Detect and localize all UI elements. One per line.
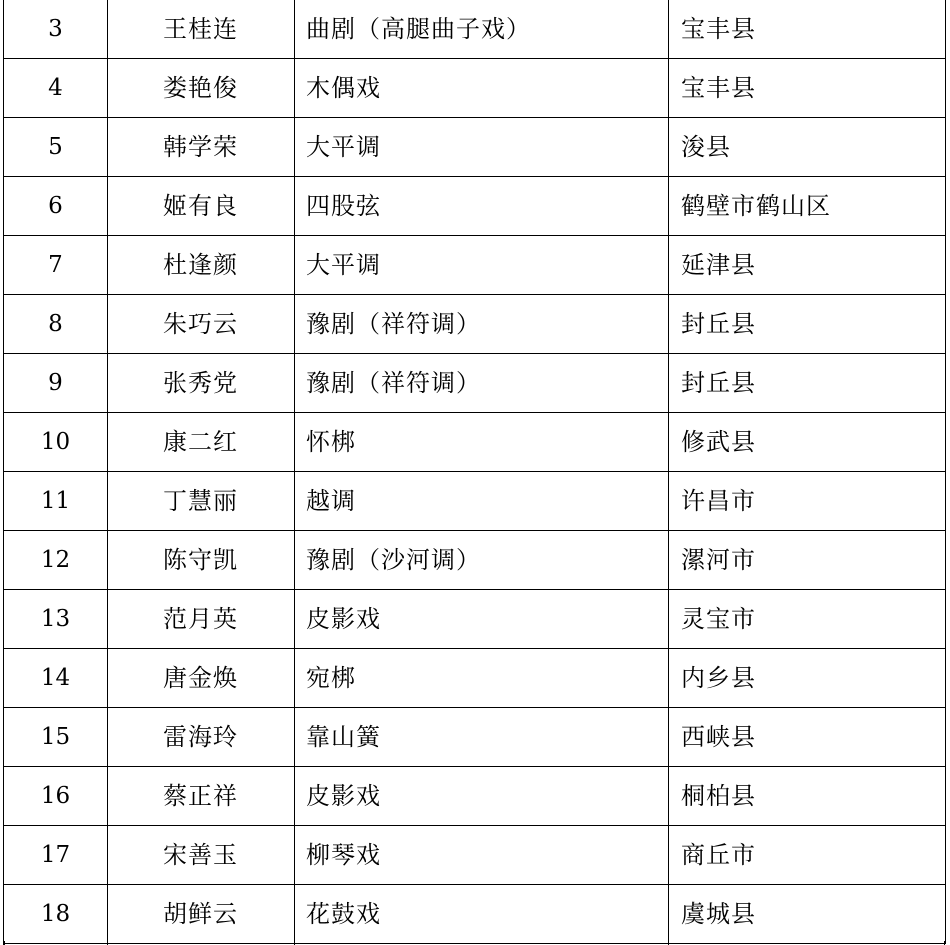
row-number-cell: 6	[4, 177, 108, 236]
table-row	[4, 708, 946, 767]
row-number-cell: 16	[4, 767, 108, 826]
place-cell: 封丘县	[669, 354, 946, 413]
row-number-cell: 15	[4, 708, 108, 767]
table-row	[4, 649, 946, 708]
genre-cell: 靠山簧	[295, 708, 669, 767]
row-number-cell: 14	[4, 649, 108, 708]
place-cell: 内乡县	[669, 649, 946, 708]
table-row	[4, 885, 946, 944]
row-number-cell: 17	[4, 826, 108, 885]
table-row	[4, 472, 946, 531]
table-row	[4, 0, 946, 59]
row-number-cell: 13	[4, 590, 108, 649]
row-number-cell: 9	[4, 354, 108, 413]
place-cell: 许昌市	[669, 472, 946, 531]
genre-cell: 豫剧（沙河调）	[295, 531, 669, 590]
row-number-cell: 4	[4, 59, 108, 118]
place-cell: 封丘县	[669, 295, 946, 354]
table-row	[4, 354, 946, 413]
row-number-cell: 11	[4, 472, 108, 531]
name-cell: 唐金焕	[108, 649, 295, 708]
name-cell: 雷海玲	[108, 708, 295, 767]
place-cell: 鹤壁市鹤山区	[669, 177, 946, 236]
table-row	[4, 118, 946, 177]
row-number-cell: 18	[4, 885, 108, 944]
table-row	[4, 531, 946, 590]
row-number-cell: 8	[4, 295, 108, 354]
name-cell: 丁慧丽	[108, 472, 295, 531]
genre-cell: 豫剧（祥符调）	[295, 295, 669, 354]
table-row	[4, 177, 946, 236]
row-number-cell: 3	[4, 0, 108, 59]
genre-cell: 豫剧（祥符调）	[295, 354, 669, 413]
place-cell: 宝丰县	[669, 59, 946, 118]
place-cell: 延津县	[669, 236, 946, 295]
genre-cell: 皮影戏	[295, 590, 669, 649]
genre-cell: 宛梆	[295, 649, 669, 708]
table-row	[4, 826, 946, 885]
row-number-cell: 5	[4, 118, 108, 177]
place-cell: 漯河市	[669, 531, 946, 590]
genre-cell: 四股弦	[295, 177, 669, 236]
table-row	[4, 59, 946, 118]
name-cell: 张秀党	[108, 354, 295, 413]
row-number-cell: 7	[4, 236, 108, 295]
name-cell: 韩学荣	[108, 118, 295, 177]
name-cell: 范月英	[108, 590, 295, 649]
table-row	[4, 767, 946, 826]
row-number-cell: 12	[4, 531, 108, 590]
name-cell: 陈守凯	[108, 531, 295, 590]
genre-cell: 怀梆	[295, 413, 669, 472]
table-row	[4, 295, 946, 354]
genre-cell: 越调	[295, 472, 669, 531]
place-cell: 商丘市	[669, 826, 946, 885]
row-number-cell: 10	[4, 413, 108, 472]
name-cell: 宋善玉	[108, 826, 295, 885]
table-body	[4, 0, 946, 944]
place-cell: 宝丰县	[669, 0, 946, 59]
place-cell: 浚县	[669, 118, 946, 177]
genre-cell: 曲剧（高腿曲子戏）	[295, 0, 669, 59]
name-cell: 蔡正祥	[108, 767, 295, 826]
genre-cell: 皮影戏	[295, 767, 669, 826]
table-row	[4, 413, 946, 472]
name-cell: 娄艳俊	[108, 59, 295, 118]
place-cell: 桐柏县	[669, 767, 946, 826]
inheritors-table	[3, 0, 946, 944]
name-cell: 王桂连	[108, 0, 295, 59]
place-cell: 西峡县	[669, 708, 946, 767]
inheritors-table-container	[3, 0, 949, 944]
table-row	[4, 590, 946, 649]
genre-cell: 木偶戏	[295, 59, 669, 118]
place-cell: 灵宝市	[669, 590, 946, 649]
next-row-edge	[3, 941, 945, 945]
name-cell: 朱巧云	[108, 295, 295, 354]
genre-cell: 大平调	[295, 236, 669, 295]
place-cell: 修武县	[669, 413, 946, 472]
name-cell: 胡鲜云	[108, 885, 295, 944]
table-row	[4, 236, 946, 295]
place-cell: 虞城县	[669, 885, 946, 944]
name-cell: 杜逢颜	[108, 236, 295, 295]
genre-cell: 花鼓戏	[295, 885, 669, 944]
genre-cell: 大平调	[295, 118, 669, 177]
name-cell: 姬有良	[108, 177, 295, 236]
name-cell: 康二红	[108, 413, 295, 472]
genre-cell: 柳琴戏	[295, 826, 669, 885]
